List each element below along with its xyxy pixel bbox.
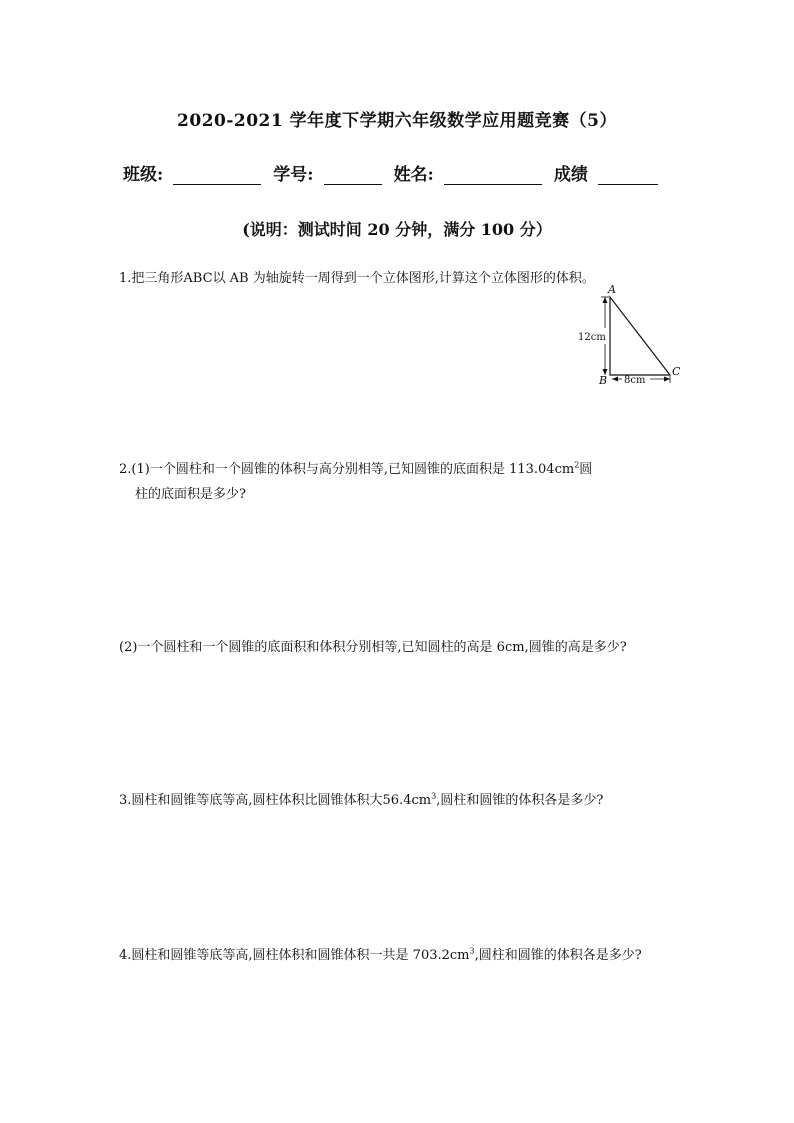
name-blank[interactable] xyxy=(444,166,542,185)
height-label: 12cm xyxy=(578,332,606,343)
triangle-abc-figure xyxy=(574,280,690,390)
vertex-c-label: C xyxy=(672,365,681,378)
arrow-up-icon xyxy=(603,297,608,303)
page-title: 2020-2021 学年度下学期六年级数学应用题竞赛（5） xyxy=(177,111,617,131)
vertex-a-label: A xyxy=(608,283,616,296)
question-2-part-1: 2.(1)一个圆柱和一个圆锥的体积与高分别相等,已知圆锥的底面积是 $113.04cm^2$圆 xyxy=(119,460,593,477)
test-instructions: (说明：测试时间 20 分钟，满分 100 分） xyxy=(242,220,552,239)
superscript: 2 xyxy=(574,460,580,470)
number-blank[interactable] xyxy=(324,166,382,185)
question-2-part-1-continued: 柱的底面积是多少? xyxy=(135,487,246,502)
score-blank[interactable] xyxy=(598,166,658,185)
superscript: 3 xyxy=(469,946,475,956)
score-label: 成绩 xyxy=(553,165,588,185)
name-label: 姓名: xyxy=(393,165,434,185)
class-blank[interactable] xyxy=(173,166,261,185)
number-label: 学号: xyxy=(273,165,314,185)
arrow-right-icon xyxy=(664,377,670,382)
question-3: 3.圆柱和圆锥等底等高,圆柱体积比圆锥体积大$56.4cm^3$,圆柱和圆锥的体积各是多少? xyxy=(119,791,604,808)
class-label: 班级: xyxy=(123,165,164,185)
question-1: 1.把三角形ABC以 AB 为轴旋转一周得到一个立体图形,计算这个立体图形的体积。 xyxy=(119,271,595,286)
triangle-shape xyxy=(610,297,670,375)
vertex-b-label: B xyxy=(599,374,608,387)
question-4: 4.圆柱和圆锥等底等高,圆柱体积和圆锥体积一共是 $703.2cm^3$,圆柱和圆锥的体积各是多少? xyxy=(119,946,642,963)
student-info-row xyxy=(123,160,658,185)
superscript: 3 xyxy=(431,791,437,801)
arrow-left-icon xyxy=(612,377,618,382)
base-label: 8cm xyxy=(624,375,646,386)
question-2-part-2: (2)一个圆柱和一个圆锥的底面积和体积分别相等,已知圆柱的高是 6cm,圆锥的高是多少? xyxy=(119,640,627,655)
